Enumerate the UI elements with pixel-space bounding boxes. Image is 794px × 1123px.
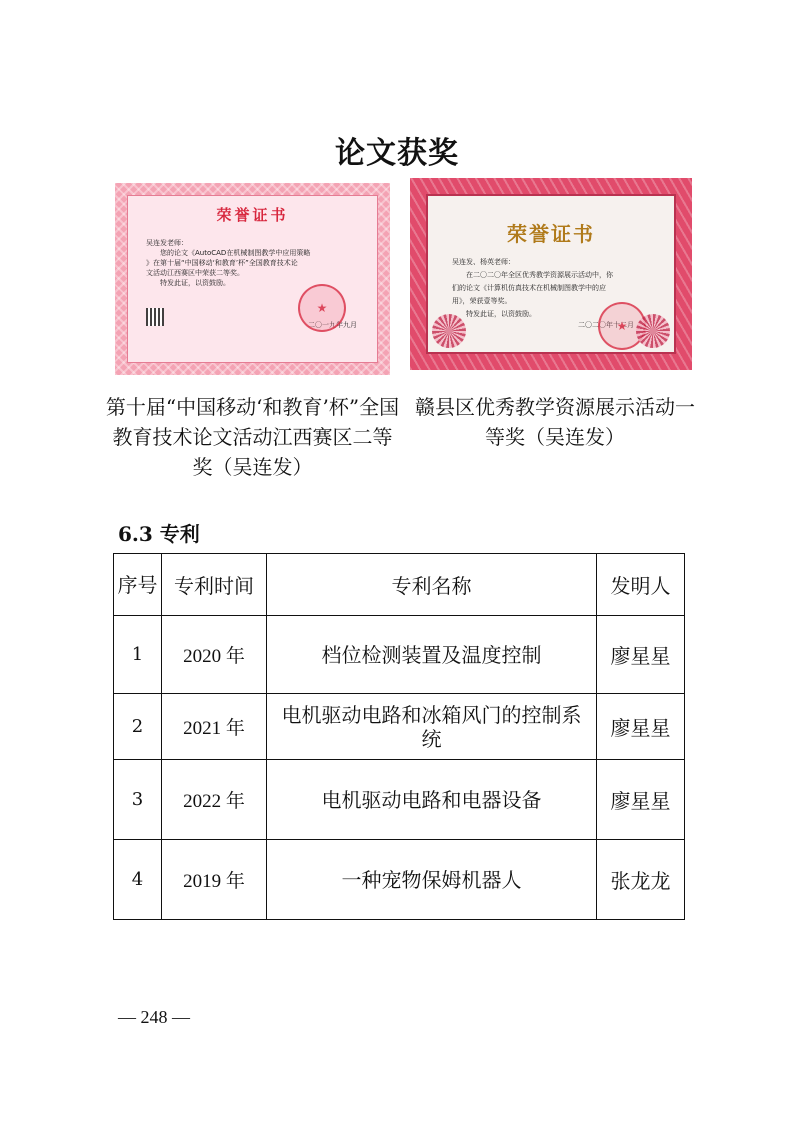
cell-seq: 1 xyxy=(114,616,162,694)
certificate-inner-panel xyxy=(426,194,676,354)
cell-time: 2021 年 xyxy=(162,694,267,760)
column-header-inventor: 发明人 xyxy=(597,554,685,616)
rosette-ornament-icon xyxy=(432,314,466,348)
table-row xyxy=(114,694,685,760)
certificate-caption-1: 第十届“中国移动‘和教育’杯”全国教育技术论文活动江西赛区二等奖（吴连发） xyxy=(105,395,400,479)
certificate-salutation: 吴连发、杨英老师： xyxy=(452,258,515,266)
cell-name: 电机驱动电路和电器设备 xyxy=(267,760,597,840)
column-header-name: 专利名称 xyxy=(267,554,597,616)
qr-code-icon xyxy=(146,308,164,326)
certificate-inner-panel xyxy=(127,195,378,363)
cell-name: 档位检测装置及温度控制 xyxy=(267,616,597,694)
certificate-body xyxy=(146,238,363,288)
table-header-row xyxy=(114,554,685,616)
cell-time: 2019 年 xyxy=(162,840,267,920)
certificate-line: 文活动江西赛区中荣获二等奖。 xyxy=(146,269,244,277)
certificate-line: 》在第十届“中国移动‘和教育’杯”全国教育技术论 xyxy=(146,259,298,267)
certificate-image-2 xyxy=(410,178,692,370)
cell-time: 2020 年 xyxy=(162,616,267,694)
certificate-heading: 荣誉证书 xyxy=(216,206,289,224)
cell-inventor: 张龙龙 xyxy=(597,840,685,920)
patents-table xyxy=(113,553,685,920)
page-number: — 248 — xyxy=(118,1007,190,1027)
certificate-image-1 xyxy=(115,183,390,375)
certificate-date: 二〇二〇年十二月 xyxy=(578,321,634,329)
certificate-line: 们的论文《计算机仿真技术在机械制图教学中的应 xyxy=(452,284,606,292)
cell-time: 2022 年 xyxy=(162,760,267,840)
rosette-ornament-icon xyxy=(636,314,670,348)
cell-inventor: 廖星星 xyxy=(597,760,685,840)
certificate-caption-2: 赣县区优秀教学资源展示活动一等奖（吴连发） xyxy=(415,395,695,449)
cell-inventor: 廖星星 xyxy=(597,694,685,760)
column-header-time: 专利时间 xyxy=(162,554,267,616)
section-heading-patents: 6.3 专利 xyxy=(118,522,200,546)
page-title: 论文获奖 xyxy=(335,136,459,171)
certificate-line: 在二〇二〇年全区优秀教学资源展示活动中，你 xyxy=(466,271,613,279)
column-header-seq: 序号 xyxy=(114,554,162,616)
table-row xyxy=(114,616,685,694)
certificate-closing: 特发此证，以资鼓励。 xyxy=(160,279,230,287)
certificate-date: 二〇一九年九月 xyxy=(308,321,357,329)
certificate-closing: 特发此证，以资鼓励。 xyxy=(466,310,536,318)
table-row xyxy=(114,760,685,840)
cell-inventor: 廖星星 xyxy=(597,616,685,694)
certificate-line: 您的论文《AutoCAD在机械制图教学中应用策略 xyxy=(160,249,311,257)
red-seal-icon xyxy=(298,284,346,332)
cell-name: 电机驱动电路和冰箱风门的控制系统 xyxy=(267,694,597,760)
certificate-heading: 荣誉证书 xyxy=(507,222,595,246)
cell-name: 一种宠物保姆机器人 xyxy=(267,840,597,920)
cell-seq: 4 xyxy=(114,840,162,920)
certificate-line: 用》，荣获壹等奖。 xyxy=(452,297,512,305)
table-row xyxy=(114,840,685,920)
cell-seq: 2 xyxy=(114,694,162,760)
cell-seq: 3 xyxy=(114,760,162,840)
certificate-salutation: 吴连发老师： xyxy=(146,239,188,247)
